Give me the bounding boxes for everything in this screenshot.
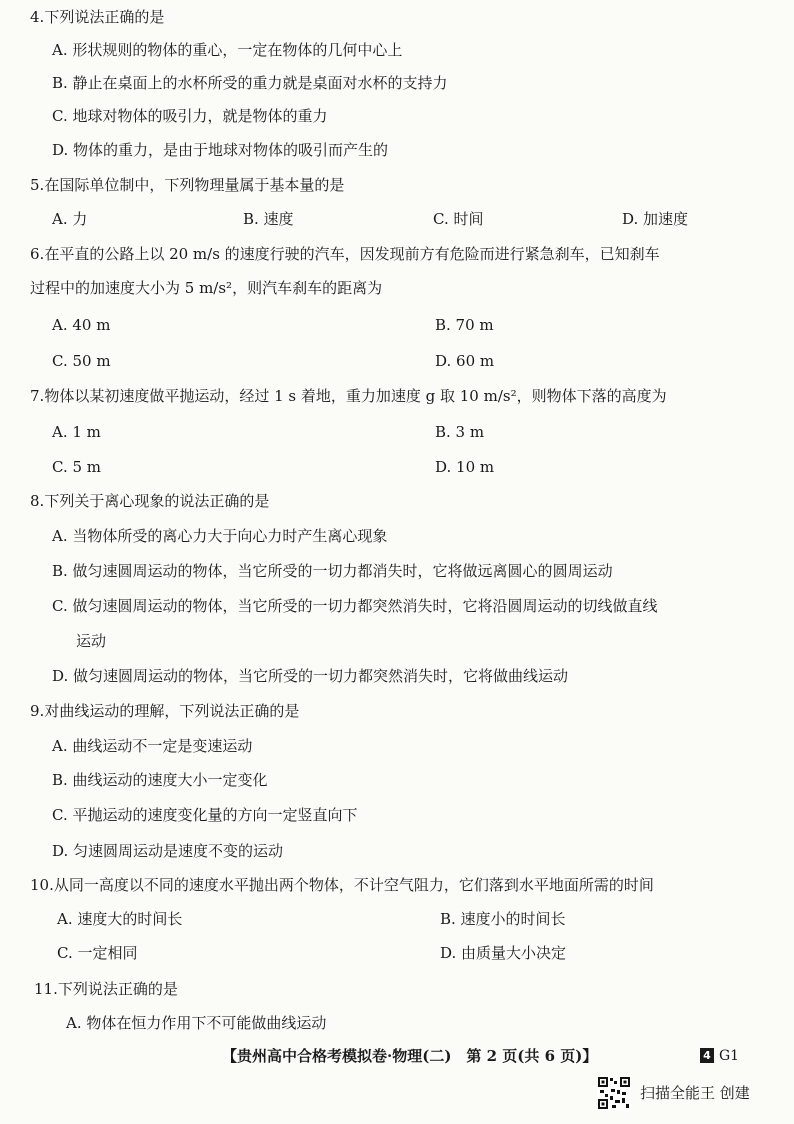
question-7-option-a: A. 1 m <box>52 423 101 441</box>
question-7-stem: 7.物体以某初速度做平抛运动，经过 1 s 着地，重力加速度 g 取 10 m/s²，则物体下落的高度为 <box>30 387 667 405</box>
question-6-option-b: B. 70 m <box>435 316 494 334</box>
question-4-option-c: C. 地球对物体的吸引力，就是物体的重力 <box>52 107 328 125</box>
question-5-option-b: B. 速度 <box>243 210 294 228</box>
question-4-option-b: B. 静止在桌面上的水杯所受的重力就是桌面对水杯的支持力 <box>52 74 448 92</box>
question-4-option-d: D. 物体的重力，是由于地球对物体的吸引而产生的 <box>52 141 389 159</box>
question-8-option-c: C. 做匀速圆周运动的物体，当它所受的一切力都突然消失时，它将沿圆周运动的切线做直线 <box>52 597 658 615</box>
question-11-stem: 11.下列说法正确的是 <box>34 980 178 998</box>
question-4-option-a: A. 形状规则的物体的重心，一定在物体的几何中心上 <box>52 41 403 59</box>
question-4-stem: 4.下列说法正确的是 <box>30 8 165 26</box>
footer-badge: 4 <box>700 1048 714 1063</box>
question-9-option-d: D. 匀速圆周运动是速度不变的运动 <box>52 842 284 860</box>
question-5-option-d: D. 加速度 <box>622 210 689 228</box>
footer-title: 【贵州高中合格考模拟卷·物理(二) 第 2 页(共 6 页)】 <box>222 1047 598 1065</box>
question-10-option-b: B. 速度小的时间长 <box>440 910 566 928</box>
question-7-option-c: C. 5 m <box>52 458 102 476</box>
question-6-stem-line-2: 过程中的加速度大小为 5 m/s²，则汽车刹车的距离为 <box>30 279 383 297</box>
question-10-option-c: C. 一定相同 <box>57 944 138 962</box>
qr-code-icon <box>597 1076 631 1110</box>
question-10-option-a: A. 速度大的时间长 <box>57 910 183 928</box>
footer-code: G1 <box>719 1048 740 1064</box>
question-7-option-d: D. 10 m <box>435 458 495 476</box>
question-5-option-a: A. 力 <box>52 210 88 228</box>
question-7-option-b: B. 3 m <box>435 423 485 441</box>
question-10-stem: 10.从同一高度以不同的速度水平抛出两个物体，不计空气阻力，它们落到水平地面所需的时间 <box>30 876 654 894</box>
question-8-option-c-continued: 运动 <box>76 632 107 650</box>
question-9-option-a: A. 曲线运动不一定是变速运动 <box>52 737 253 755</box>
scanner-watermark: 扫描全能王 创建 <box>640 1084 750 1102</box>
question-6-stem-line-1: 6.在平直的公路上以 20 m/s 的速度行驶的汽车，因发现前方有危险而进行紧急刹车，已知刹车 <box>30 245 660 263</box>
question-8-option-a: A. 当物体所受的离心力大于向心力时产生离心现象 <box>52 527 388 545</box>
question-5-stem: 5.在国际单位制中，下列物理量属于基本量的是 <box>30 176 345 194</box>
question-9-option-b: B. 曲线运动的速度大小一定变化 <box>52 771 268 789</box>
question-6-option-a: A. 40 m <box>52 316 111 334</box>
question-9-stem: 9.对曲线运动的理解，下列说法正确的是 <box>30 702 300 720</box>
question-8-option-b: B. 做匀速圆周运动的物体，当它所受的一切力都消失时，它将做远离圆心的圆周运动 <box>52 562 613 580</box>
question-6-option-c: C. 50 m <box>52 352 111 370</box>
question-9-option-c: C. 平抛运动的速度变化量的方向一定竖直向下 <box>52 806 358 824</box>
question-8-stem: 8.下列关于离心现象的说法正确的是 <box>30 492 270 510</box>
question-11-option-a: A. 物体在恒力作用下不可能做曲线运动 <box>66 1014 327 1032</box>
page-footer <box>0 1046 794 1070</box>
question-6-option-d: D. 60 m <box>435 352 495 370</box>
question-10-option-d: D. 由质量大小决定 <box>440 944 567 962</box>
question-5-option-c: C. 时间 <box>433 210 484 228</box>
question-8-option-d: D. 做匀速圆周运动的物体，当它所受的一切力都突然消失时，它将做曲线运动 <box>52 667 569 685</box>
